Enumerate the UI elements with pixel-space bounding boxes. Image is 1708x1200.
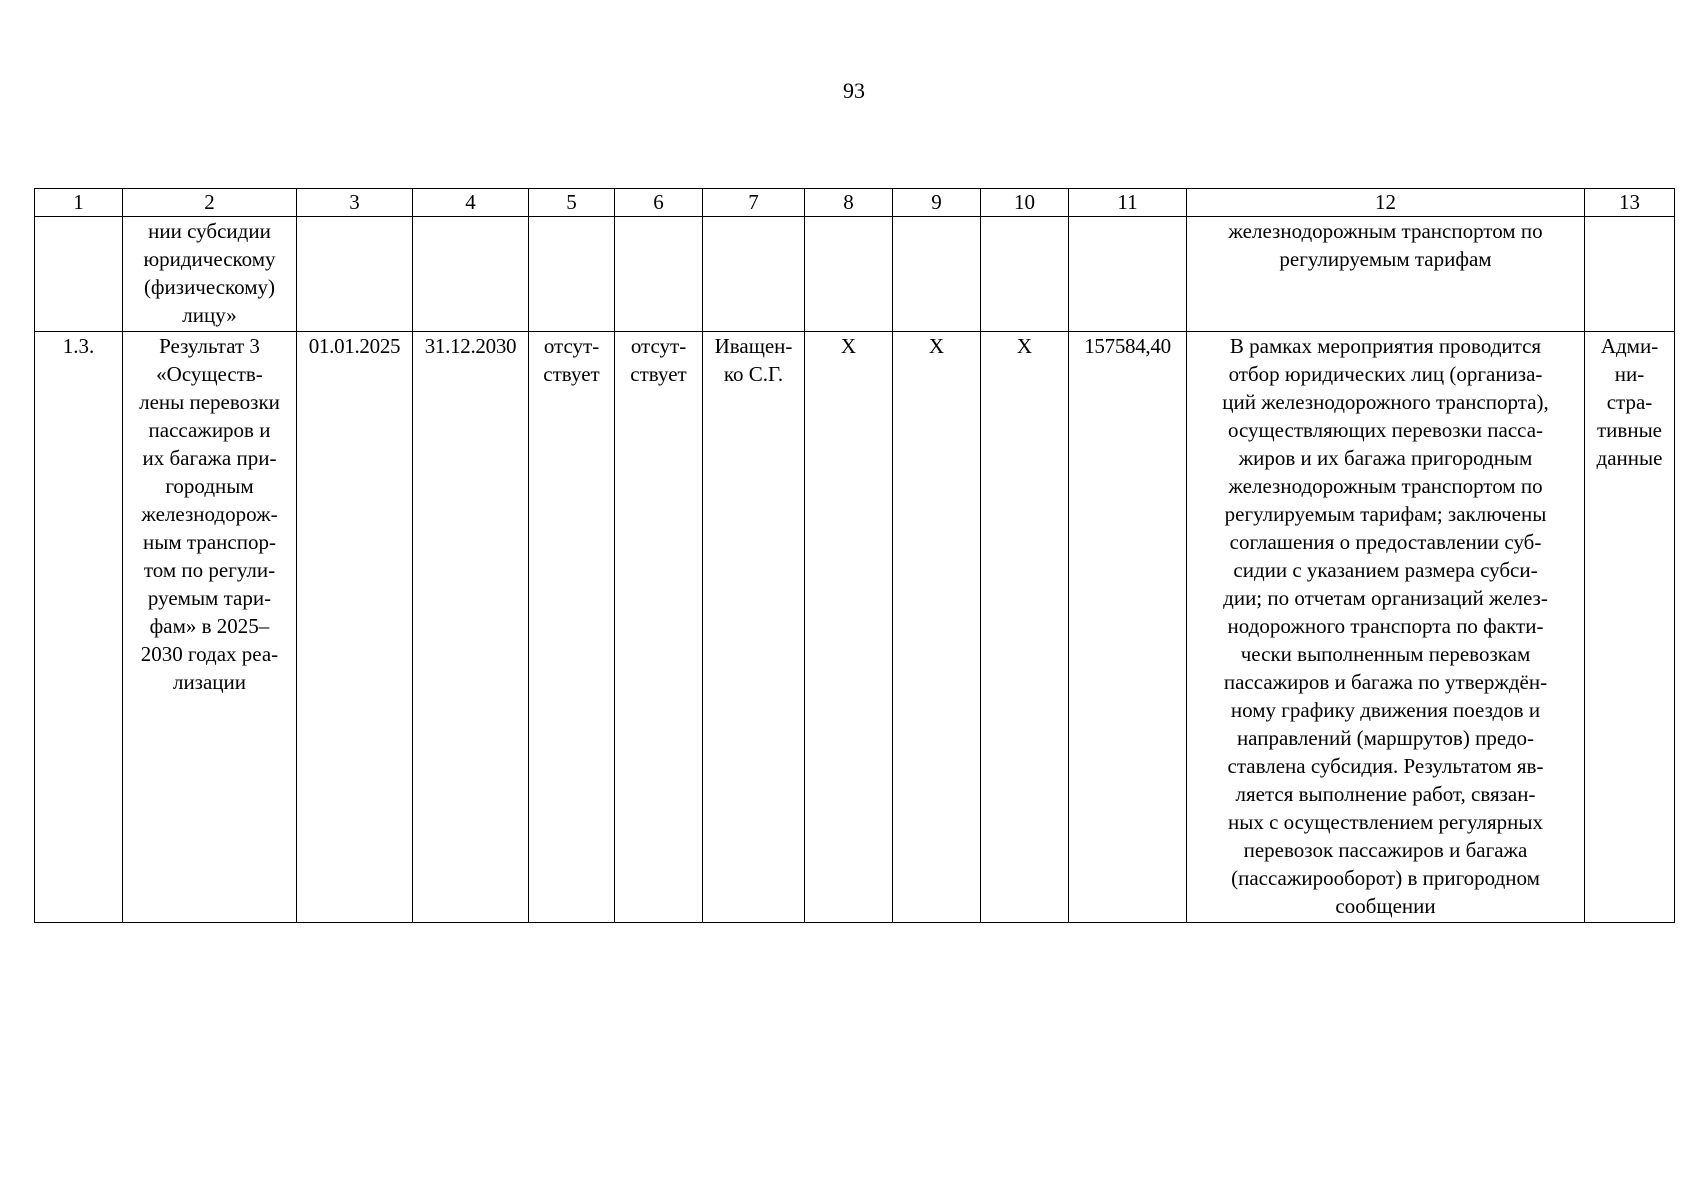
- column-number-cell: 1: [35, 189, 123, 217]
- column-number-cell: 2: [123, 189, 297, 217]
- column-number-cell: 5: [529, 189, 615, 217]
- table-cell: X: [981, 332, 1069, 923]
- row-number-cell: [35, 217, 123, 332]
- table-row: [35, 217, 1675, 332]
- table-cell: [805, 217, 893, 332]
- start-date-cell: [297, 217, 413, 332]
- column-number-cell: 4: [413, 189, 529, 217]
- result-name-cell: нии субсидии юридическому (физическому) лицу»: [123, 217, 297, 332]
- table-cell: [615, 217, 703, 332]
- column-number-cell: 8: [805, 189, 893, 217]
- table-cell: X: [805, 332, 893, 923]
- description-cell: В рамках мероприятия проводится отбор юридических лиц (организа- ций железнодорожного транспорта), осуществляющих перевозки пасса- жиров и их багажа пригородным железнодорожным транспортом по регулируемым тарифам; заключены соглашения о предоставлении суб- сидии с указанием размера субси- дии; по отчетам организаций желез- нодорожного транспорта по факти- чески выполненным перевозкам пассажиров и багажа по утверждён- ному графику движения поездов и направлений (маршрутов) предо- ставлена субсидия. Результатом яв- ляется выполнение работ, связан- ных с осуществлением регулярных перевозок пассажиров и багажа (пассажирооборот) в пригородном сообщении: [1187, 332, 1585, 923]
- end-date-cell: 31.12.2030: [413, 332, 529, 923]
- column-number-cell: 7: [703, 189, 805, 217]
- table-cell: отсут- ствует: [529, 332, 615, 923]
- table-row: [35, 332, 1675, 923]
- table-cell: [981, 217, 1069, 332]
- amount-cell: [1069, 217, 1187, 332]
- column-number-cell: 11: [1069, 189, 1187, 217]
- column-number-row: [35, 189, 1675, 217]
- amount-cell: 157584,40: [1069, 332, 1187, 923]
- result-name-cell: Результат 3 «Осуществ- лены перевозки пассажиров и их багажа при- городным железнодорож- ным транспор- том по регули- руемым тари- фам» в 2025– 2030 годах реа- лизации: [123, 332, 297, 923]
- responsible-cell: Иващен- ко С.Г.: [703, 332, 805, 923]
- start-date-cell: 01.01.2025: [297, 332, 413, 923]
- column-number-cell: 9: [893, 189, 981, 217]
- document-table: [34, 188, 1675, 923]
- column-number-cell: 10: [981, 189, 1069, 217]
- table-cell: отсут- ствует: [615, 332, 703, 923]
- table-cell: [529, 217, 615, 332]
- table-cell: X: [893, 332, 981, 923]
- row-number-cell: 1.3.: [35, 332, 123, 923]
- source-cell: Адми- ни- стра- тивные данные: [1585, 332, 1675, 923]
- responsible-cell: [703, 217, 805, 332]
- column-number-cell: 12: [1187, 189, 1585, 217]
- table-cell: [893, 217, 981, 332]
- description-cell: железнодорожным транспортом по регулируемым тарифам: [1187, 217, 1585, 332]
- source-cell: [1585, 217, 1675, 332]
- page-number: 93: [843, 78, 865, 103]
- column-number-cell: 3: [297, 189, 413, 217]
- column-number-cell: 6: [615, 189, 703, 217]
- column-number-cell: 13: [1585, 189, 1675, 217]
- end-date-cell: [413, 217, 529, 332]
